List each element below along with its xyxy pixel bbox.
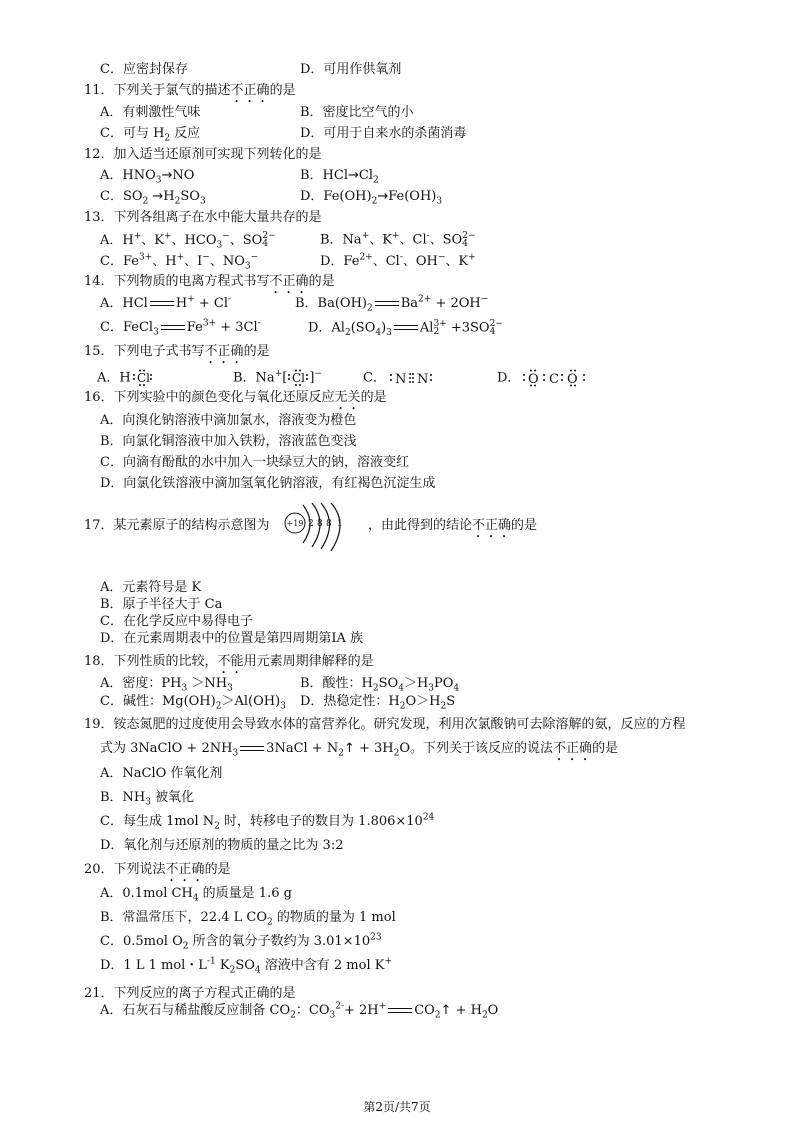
q13-option-b: B．Na+、K+、Cl-、SO2− 4	[320, 231, 476, 249]
svg-text:Cl: Cl	[136, 371, 150, 385]
q17-option-d: D．在元素周期表中的位置是第四周期第ⅠA 族	[100, 631, 364, 646]
q15-stem: 15．下列电子式书写不正确的是	[84, 344, 270, 359]
q11-stem	[84, 83, 296, 106]
q20-option-a: A．0.1mol $CH_4$ 的质量是 1.6 g	[100, 886, 292, 904]
q14-options-row1	[100, 294, 489, 314]
q11-option-c: C．可与 $H_2$ 反应	[100, 126, 201, 144]
q16-option-c: C．向滴有酚酞的水中加入一块绿豆大的钠，溶液变红	[100, 455, 409, 470]
q18-option-a: A．密度：$PH_3 >NH_3$	[100, 676, 233, 694]
q14-option-c: C．FeCl$_3$ $Fe^{3+} + 3Cl^-$	[100, 318, 261, 338]
shell-count-2: 8	[317, 519, 323, 529]
q13-options-row2	[100, 252, 476, 272]
q16-stem: 16．下列实验中的颜色变化与氧化还原反应无关的是	[84, 390, 387, 405]
q20-option-d: D．1 L 1 mol・$L^{-1}$ $K_2SO_4$ 溶液中含有 2 mol K+	[100, 956, 393, 976]
q12-options-row2	[100, 189, 443, 207]
q21-stem: 21．下列反应的离子方程式正确的是	[84, 986, 296, 1001]
q11-stem-text: 11．下列关于氯气的描述	[84, 83, 231, 98]
atomic-structure-diagram	[283, 503, 355, 551]
svg-text:O: O	[528, 372, 540, 387]
q15-option-b: B．Na+[ Cl ]−	[233, 369, 322, 386]
q13-options-row1	[100, 231, 476, 251]
q19-stem-line1: 19．铵态氮肥的过度使用会导致水体的富营养化。研究发现，利用次氯酸钠可去除溶解的氨，反应的方程	[84, 717, 686, 732]
q13-stem: 13．下列各组离子在水中能大量共存的是	[84, 210, 322, 225]
q21-option-a: A．石灰石与稀盐酸反应制备 $CO_2$：$CO_3^{2-}+ 2H^+$ $CO_2↑ + H_2O$	[100, 1001, 499, 1021]
shell-count-3: 8	[326, 519, 332, 529]
q19-stem-line2: 式为 3NaClO + $2NH_3$ 3NaCl + $N_2↑ + 3H_2O$。下列关于该反应的说法不正确的是	[100, 741, 619, 759]
q13-option-a: A．H+、K+、$HCO_3^-$、SO2− 4	[100, 231, 276, 251]
q12-option-d: D．$Fe(OH)_2\to Fe(OH)_3$	[300, 189, 443, 207]
page-footer: 第2页/共7页	[363, 1100, 431, 1114]
q12-option-a: A．$HNO_3\to NO$	[100, 168, 195, 186]
q13-option-d: D．$Fe^{2+}$、Cl-、OH−、K+	[320, 252, 476, 269]
q20-option-b: B．常温常压下，22.4 L $CO_2$ 的物质的量为 1 mol	[100, 910, 396, 928]
electron-dot-cl-icon	[131, 369, 153, 387]
q12-options-row1	[100, 168, 379, 186]
q18-options-row2	[100, 694, 456, 712]
q12-stem: 12．加入适当还原剂可实现下列转化的是	[84, 147, 322, 162]
q16-option-d: D．向氯化铁溶液中滴加氢氧化钠溶液，有红褐色沉淀生成	[100, 476, 436, 491]
nucleus-charge: +19	[286, 519, 304, 528]
q15-option-d: D． O C O	[497, 369, 600, 387]
q17-stem-right: ，由此得到的结论不正确的是	[368, 518, 538, 533]
q14-stem: 14．下列物质的电离方程式书写不正确的是	[84, 274, 335, 289]
q11-stem-end: 的是	[269, 83, 296, 98]
electron-dot-co2-icon	[520, 369, 600, 387]
shell-count-4: 1	[337, 519, 343, 529]
electron-dot-cl-ion-icon	[287, 369, 309, 387]
q19-option-d: D．氧化剂与还原剂的物质的量之比为 3:2	[100, 838, 344, 853]
q14-option-a: A．HCl H+ + Cl-	[100, 294, 232, 311]
q17-option-a: A．元素符号是 K	[100, 580, 202, 595]
q18-options-row1	[100, 676, 460, 694]
q10-option-c: C．应密封保存	[100, 62, 188, 77]
q11-options-row2	[100, 126, 467, 144]
q11-option-d: D．可用于自来水的杀菌消毒	[300, 126, 467, 141]
q20-stem: 20．下列说法不正确的是	[84, 862, 231, 877]
q18-option-c: C．碱性：$Mg(OH)_2>Al(OH)_3$	[100, 694, 286, 712]
q18-option-b: B．酸性：$H_2SO_4>H_3PO_4$	[300, 676, 460, 694]
q16-option-b: B．向氯化铜溶液中加入铁粉，溶液蓝色变浅	[100, 434, 357, 449]
svg-text:Cl: Cl	[292, 371, 306, 385]
q14-option-d: D．$Al_2(SO_4)_3$ Al3+ 2 +3SO2− 4	[308, 319, 503, 339]
q19-option-c: C．每生成 1mol $N_2$ 时，转移电子的数目为 $1.806\times 10^{24}$	[100, 812, 435, 832]
q19-option-a: A．NaClO 作氧化剂	[100, 766, 223, 781]
q15-option-c: C． N N	[363, 369, 446, 387]
q11-options-row1	[100, 105, 414, 121]
svg-text:N: N	[394, 372, 407, 387]
q11-option-b: B．密度比空气的小	[300, 105, 414, 120]
q15-option-a: A．H Cl	[97, 369, 153, 387]
q19-option-b: B．$NH_3$ 被氧化	[100, 790, 195, 808]
q10-options	[100, 62, 402, 78]
q13-option-c: C．$Fe^{3+}$、H+、I−、$NO_3^-$	[100, 252, 259, 272]
q11-stem-emphasis: 不正确	[230, 83, 270, 98]
q17-stem-left: 17．某元素原子的结构示意图为	[84, 518, 270, 533]
q20-option-c: C．0.5mol $O_2$ 所含的氧分子数约为 $3.01\times 10^{23}$	[100, 932, 382, 952]
q18-option-d: D．热稳定性：$H_2O>H_2S$	[300, 694, 456, 712]
q11-option-a: A．有刺激性气味	[100, 105, 201, 120]
q16-option-a: A．向溴化钠溶液中滴加氯水，溶液变为橙色	[100, 413, 357, 428]
q12-option-b: B．$HCl\to Cl_2$	[300, 168, 379, 186]
svg-text:C: C	[549, 372, 560, 387]
q18-stem: 18．下列性质的比较，不能用元素周期律解释的是	[84, 654, 374, 669]
shell-count-1: 2	[308, 519, 314, 529]
q12-option-c: C．$SO_2 \to H_2SO_3$	[100, 189, 206, 207]
q10-option-d: D．可用作供氧剂	[300, 62, 402, 77]
q17-option-c: C．在化学反应中易得电子	[100, 614, 253, 629]
q17-option-b: B．原子半径大于 Ca	[100, 597, 223, 612]
svg-text:N: N	[416, 372, 429, 387]
q14-options-row2	[100, 318, 503, 339]
q14-option-b: B．$Ba(OH)_2$ $Ba^{2+} + 2OH^-$	[295, 294, 489, 314]
electron-dot-n2-icon	[386, 369, 446, 387]
svg-text:O: O	[567, 372, 579, 387]
